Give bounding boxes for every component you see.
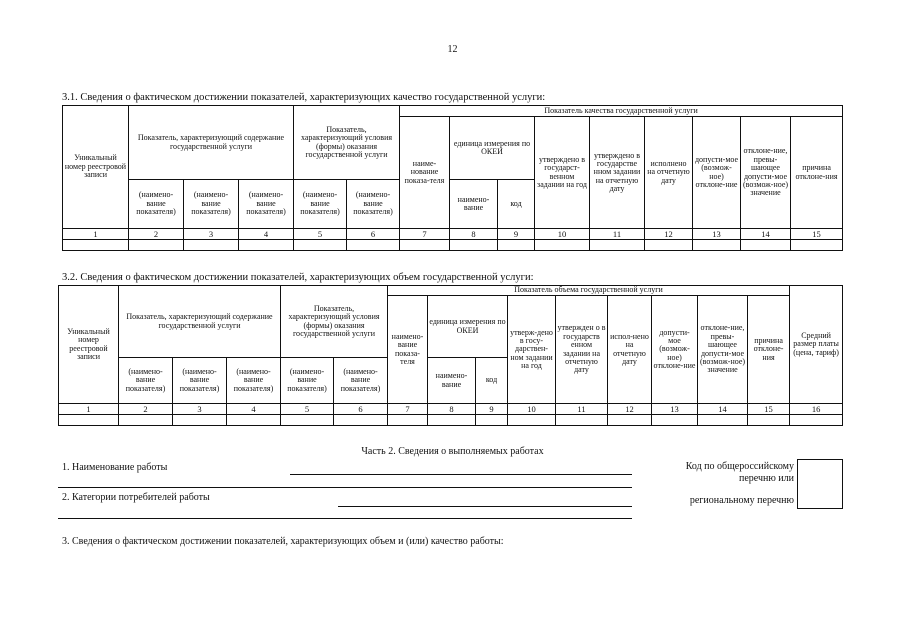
header-sub-indicator: (наимено-вание показателя) [334, 358, 388, 404]
column-number: 4 [239, 229, 294, 240]
column-number: 6 [347, 229, 400, 240]
header-unit-name: наимено-вание [428, 358, 476, 404]
header-allowed-deviation: допусти-мое (возмож-ное) отклоне-ние [652, 296, 698, 404]
header-approved-date: утверждено в государстве нном задании на отчетную дату [590, 117, 645, 229]
column-number: 15 [791, 229, 843, 240]
header-approved-date: утвержден о в государств енном задании на отчетную дату [556, 296, 608, 404]
column-number: 10 [508, 404, 556, 415]
header-unique-number: Уникальный номер реестровой записи [63, 106, 129, 229]
column-number: 14 [698, 404, 748, 415]
column-number: 7 [400, 229, 450, 240]
header-approved-year: утверж-дено в госу-дарствен-ном задании на год [508, 296, 556, 404]
header-average-price: Средний размер платы (цена, тариф) [790, 286, 843, 404]
column-number: 11 [590, 229, 645, 240]
header-conditions-indicator: Показатель, характеризующий условия (формы) оказания государственной услуги [294, 106, 400, 180]
registry-code-label-line2: перечню или [738, 473, 794, 484]
column-number: 11 [556, 404, 608, 415]
header-unit: единица измерения по ОКЕИ [450, 117, 535, 180]
column-number: 13 [693, 229, 741, 240]
consumers-underline-2 [58, 518, 632, 519]
header-sub-indicator: (наимено-вание показателя) [119, 358, 173, 404]
header-sub-indicator: (наимено-вание показателя) [239, 180, 294, 229]
header-unit-code: код [476, 358, 508, 404]
column-number: 2 [119, 404, 173, 415]
header-exceeding-deviation: отклоне-ние, превы-шающее допусти-мое (возмож-ное) значение [698, 296, 748, 404]
header-content-indicator: Показатель, характеризующий содержание государственной услуги [129, 106, 294, 180]
column-number: 8 [428, 404, 476, 415]
header-approved-year: утверждено в государст-венном задании на год [535, 117, 590, 229]
column-number-row [59, 404, 843, 415]
header-exceeding-deviation: отклоне-ние, превы-шающее допусти-мое (возмож-ное) значение [741, 117, 791, 229]
consumers-underline [338, 506, 632, 507]
table-row [63, 240, 843, 251]
registry-code-label-line3: региональному перечню [689, 495, 794, 506]
header-unit-name: наимено-вание [450, 180, 498, 229]
section3-title: 3. Сведения о фактическом достижении показателей, характеризующих объем и (или) качество работы: [62, 536, 504, 547]
column-number: 7 [388, 404, 428, 415]
column-number: 3 [173, 404, 227, 415]
work-name-underline [290, 474, 632, 475]
column-number: 10 [535, 229, 590, 240]
column-number: 5 [294, 229, 347, 240]
column-number: 4 [227, 404, 281, 415]
registry-code-label [600, 461, 794, 507]
header-executed: исполнено на отчетную дату [645, 117, 693, 229]
header-sub-indicator: (наимено-вание показателя) [347, 180, 400, 229]
column-number: 2 [129, 229, 184, 240]
header-allowed-deviation: допусти-мое (возмож-ное) отклоне-ние [693, 117, 741, 229]
header-content-indicator: Показатель, характеризующий содержание государственной услуги [119, 286, 281, 358]
column-number: 8 [450, 229, 498, 240]
registry-code-label-line1: Код по общероссийскому [685, 461, 794, 472]
header-deviation-reason: причина отклоне-ния [748, 296, 790, 404]
header-sub-indicator: (наимено-вание показателя) [227, 358, 281, 404]
header-sub-indicator: (наимено-вание показателя) [173, 358, 227, 404]
column-number: 1 [63, 229, 129, 240]
column-number: 12 [645, 229, 693, 240]
work-name-underline-2 [58, 487, 632, 488]
column-number: 13 [652, 404, 698, 415]
header-unique-number: Уникальный номер реестровой записи [59, 286, 119, 404]
header-unit-code: код [498, 180, 535, 229]
registry-code-box[interactable] [797, 459, 843, 509]
table-row [59, 415, 843, 426]
column-number: 9 [476, 404, 508, 415]
header-sub-indicator: (наимено-вание показателя) [281, 358, 334, 404]
page-number: 12 [447, 44, 458, 55]
header-volume-group: Показатель объема государственной услуги [388, 286, 790, 296]
column-number: 1 [59, 404, 119, 415]
part2-title: Часть 2. Сведения о выполняемых работах [361, 446, 544, 457]
header-executed: испол-нено на отчетную дату [608, 296, 652, 404]
section-quality-title: 3.1. Сведения о фактическом достижении показателей, характеризующих качество государственной услуги: [62, 92, 546, 103]
column-number: 15 [748, 404, 790, 415]
consumers-label: 2. Категории потребителей работы [62, 492, 210, 503]
column-number: 3 [184, 229, 239, 240]
header-conditions-indicator: Показатель, характеризующий условия (формы) оказания государственной услуги [281, 286, 388, 358]
column-number: 16 [790, 404, 843, 415]
header-quality-group: Показатель качества государственной услуги [400, 106, 843, 117]
quality-indicators-table [62, 105, 843, 251]
volume-indicators-table [58, 285, 843, 426]
header-unit: единица измерения по ОКЕИ [428, 296, 508, 358]
header-indicator-name: наиме-нование показа-теля [400, 117, 450, 229]
header-sub-indicator: (наимено-вание показателя) [184, 180, 239, 229]
work-name-label: 1. Наименование работы [62, 462, 168, 473]
column-number: 9 [498, 229, 535, 240]
section-volume-title: 3.2. Сведения о фактическом достижении показателей, характеризующих объем государственной услуги: [62, 272, 534, 283]
column-number-row [63, 229, 843, 240]
header-sub-indicator: (наимено-вание показателя) [294, 180, 347, 229]
header-indicator-name: наимено-вание показа-теля [388, 296, 428, 404]
header-deviation-reason: причина отклоне-ния [791, 117, 843, 229]
column-number: 14 [741, 229, 791, 240]
header-sub-indicator: (наимено-вание показателя) [129, 180, 184, 229]
column-number: 12 [608, 404, 652, 415]
column-number: 5 [281, 404, 334, 415]
column-number: 6 [334, 404, 388, 415]
